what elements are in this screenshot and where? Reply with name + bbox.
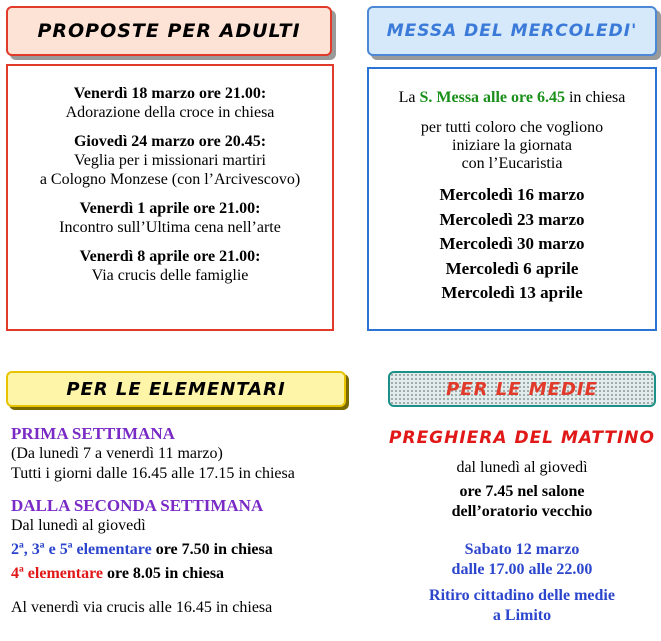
- messa-date: Mercoledì 13 aprile: [441, 283, 583, 302]
- friday-note: Al venerdì via crucis alle 16.45 in chiesa: [11, 599, 273, 616]
- event-when: Venerdì 8 aprile ore 21.00:: [79, 248, 261, 265]
- messa-title-banner: [367, 6, 657, 56]
- retreat-place: a Limito: [492, 607, 552, 624]
- grades-b-line: [11, 564, 361, 584]
- adulti-title: PROPOSTE PER ADULTI: [37, 20, 301, 42]
- event-item: [8, 199, 332, 237]
- messa-title: MESSA DEL MERCOLEDI': [386, 21, 638, 41]
- elementari-title: PER LE ELEMENTARI: [66, 378, 286, 400]
- messa-date: Mercoledì 16 marzo: [439, 185, 585, 204]
- messa-intro: [369, 89, 655, 107]
- week1-range: (Da lunedì 7 a venerdì 11 marzo): [11, 445, 223, 462]
- messa-time-highlight: S. Messa alle ore 6.45: [419, 89, 565, 106]
- event-desc: Via crucis delle famiglie: [91, 267, 249, 284]
- event-desc: Incontro sull’Ultima cena nell’arte: [59, 219, 281, 236]
- saturday-hours: dalle 17.00 alle 22.00: [451, 561, 593, 578]
- week1-title: PRIMA SETTIMANA: [11, 424, 175, 443]
- week1-time: Tutti i giorni dalle 16.45 alle 17.15 in chiesa: [11, 465, 295, 482]
- event-item: [8, 247, 332, 285]
- messa-intro-post: in chiesa: [564, 89, 626, 106]
- retreat-title: Ritiro cittadino delle medie: [429, 587, 615, 604]
- elementari-title-banner: [6, 371, 346, 407]
- prayer-title: PREGHIERA DEL MATTINO: [389, 428, 655, 448]
- messa-desc-line: per tutti coloro che vogliono: [420, 119, 604, 136]
- event-item: [8, 84, 332, 122]
- medie-title: PER LE MEDIE: [446, 378, 598, 400]
- grades-b-time: ore 8.05 in chiesa: [103, 565, 225, 582]
- saturday-date: Sabato 12 marzo: [464, 541, 580, 558]
- messa-desc-line: con l’Eucaristia: [461, 155, 563, 172]
- messa-date: Mercoledì 23 marzo: [439, 209, 585, 229]
- messa-box: [367, 67, 657, 331]
- event-desc: Adorazione della croce in chiesa: [65, 104, 275, 121]
- adulti-events-box: [6, 64, 334, 331]
- grades-b: 4ª elementare: [11, 565, 104, 582]
- adulti-title-banner: [6, 6, 332, 56]
- grades-a-time: ore 7.50 in chiesa: [151, 541, 273, 558]
- messa-date: Mercoledì 6 aprile: [445, 258, 579, 278]
- medie-section: [384, 428, 660, 626]
- medie-title-banner: [388, 371, 656, 407]
- event-when: Venerdì 1 aprile ore 21.00:: [79, 200, 261, 217]
- elementari-section: [11, 424, 361, 618]
- event-when: Giovedì 24 marzo ore 20.45:: [73, 133, 267, 150]
- event-when: Venerdì 18 marzo ore 21.00:: [73, 85, 267, 102]
- prayer-days: dal lunedì al giovedì: [456, 459, 588, 476]
- messa-dates: [369, 183, 655, 306]
- grades-a: 2ª, 3ª e 5ª elementare: [11, 541, 152, 558]
- week2-days: Dal lunedì al giovedì: [11, 517, 146, 534]
- event-item: [8, 132, 332, 189]
- prayer-place: dell’oratorio vecchio: [451, 503, 593, 520]
- grades-a-line: [11, 540, 361, 560]
- week2-title: DALLA SECONDA SETTIMANA: [11, 496, 264, 515]
- prayer-time: ore 7.45 nel salone: [459, 483, 585, 500]
- messa-description: [369, 119, 655, 173]
- event-desc: Veglia per i missionari martiri: [74, 152, 266, 169]
- messa-date: Mercoledì 30 marzo: [439, 234, 585, 253]
- event-desc: a Cologno Monzese (con l’Arcivescovo): [39, 171, 301, 188]
- messa-intro-pre: La: [398, 89, 420, 106]
- messa-desc-line: iniziare la giornata: [452, 137, 572, 154]
